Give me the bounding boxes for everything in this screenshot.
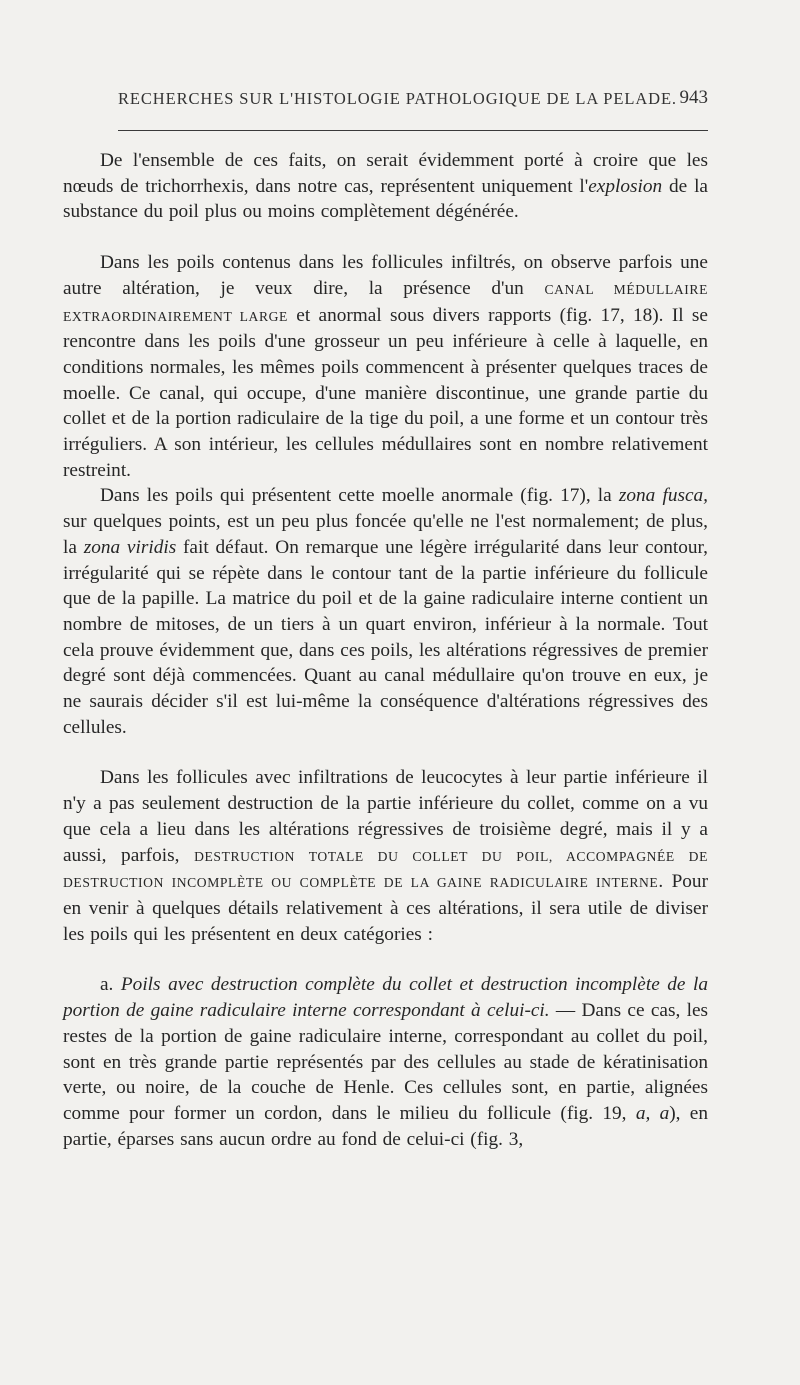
p4-small-caps: DESTRUCTION TOTALE DU COLLET DU POIL, ACCOMPAGNÉE DE DESTRUCTION INCOMPLÈTE OU COMPLÈTE DE LA GAINE RADICULAIRE INTERNE [63, 848, 709, 891]
paragraph-1 [63, 148, 708, 225]
p4-text-c: . Pour en venir à quelques détails relativement à ces altérations, il sera utile de diviser les poils qui les présentent en deux catégories : [63, 871, 708, 945]
p5-label: a. [100, 974, 121, 996]
paragraph-5 [63, 972, 708, 1152]
p1-italic: explosion [588, 175, 663, 197]
paragraph-4 [63, 765, 708, 947]
body-text [63, 148, 708, 1152]
running-header [118, 89, 708, 109]
p1-text-c: de la substance du poil plus ou moins complètement dégénérée. [63, 175, 708, 223]
p5-italic-heading: Poils avec destruction complète du collet et destruction incomplète de la portion de gaine radiculaire interne correspondant à celui-ci. [63, 974, 708, 1022]
p5-text-e: ), en partie, éparses sans aucun ordre au fond de celui-ci (fig. 3, [63, 1102, 708, 1150]
p3-text-a: Dans les poils qui présentent cette moelle anormale (fig. 17), la [100, 485, 619, 507]
page-number: 943 [679, 87, 708, 108]
paragraph-2 [63, 250, 708, 483]
p3-text-e: fait défaut. On remarque une légère irrégularité dans leur contour, irrégularité qui se répète dans le contour tant de la partie inférieure du follicule que de la papille. La matrice du poil et de la gaine radiculaire interne contient un nombre de mitoses, de un tiers à un quart environ, inférieur à la normale. Tout cela prouve évidemment que, dans ces poils, les altérations régressives de premier degré sont déjà commencées. Quant au canal médullaire qu'on trouve en eux, je ne saurais décider s'il est lui-même la conséquence d'altérations régressives des cellules. [63, 536, 708, 738]
p3-italic-zona-viridis: zona viridis [83, 536, 177, 558]
p3-italic-zona-fusca: zona fusca, [618, 485, 708, 507]
paragraph-3 [63, 483, 708, 740]
p5-italic-aa: a, a [635, 1102, 670, 1124]
p2-text-a: Dans les poils contenus dans les follicules infiltrés, on observe parfois une autre altération, je veux dire, la présence d'un [63, 252, 708, 299]
p4-text-a: Dans les follicules avec infiltrations de leucocytes à leur partie inférieure il n'y a pas seulement destruction de la partie inférieure du collet, comme on a vu que cela a lieu dans les altérations régressives de troisième degré, mais il y a aussi, parfois, [63, 767, 708, 866]
p3-text-c: sur quelques points, est un peu plus foncée qu'elle ne l'est normalement; de plus, la [63, 511, 708, 558]
p2-small-caps: CANAL MÉDULLAIRE EXTRAORDINAIREMENT LARGE [63, 281, 708, 324]
header-rule [118, 130, 708, 131]
p1-text-a: De l'ensemble de ces faits, on serait évidemment porté à croire que les nœuds de trichorrhexis, dans notre cas, représentent uniquement l' [63, 150, 708, 197]
running-title: RECHERCHES SUR L'HISTOLOGIE PATHOLOGIQUE DE LA PELADE. [118, 89, 677, 108]
p5-text-c: — Dans ce cas, les restes de la portion de gaine radiculaire interne, correspondant au collet du poil, sont en très grande partie représentés par des cellules au stade de kératinisation verte, ou noire, de la couche de Henle. Ces cellules sont, en partie, alignées comme pour former un cordon, dans le milieu du follicule (fig. 19, [63, 1000, 709, 1124]
p2-text-c: et anormal sous divers rapports (fig. 17, 18). Il se rencontre dans les poils d'une grosseur un peu inférieure à celle à laquelle, en conditions normales, les mêmes poils commencent à présenter quelques traces de moelle. Ce canal, qui occupe, d'une manière discontinue, une grande partie du collet et de la portion radiculaire de la tige du poil, a une forme et un contour très irréguliers. A son intérieur, les cellules médullaires sont en nombre relativement restreint. [63, 304, 708, 481]
